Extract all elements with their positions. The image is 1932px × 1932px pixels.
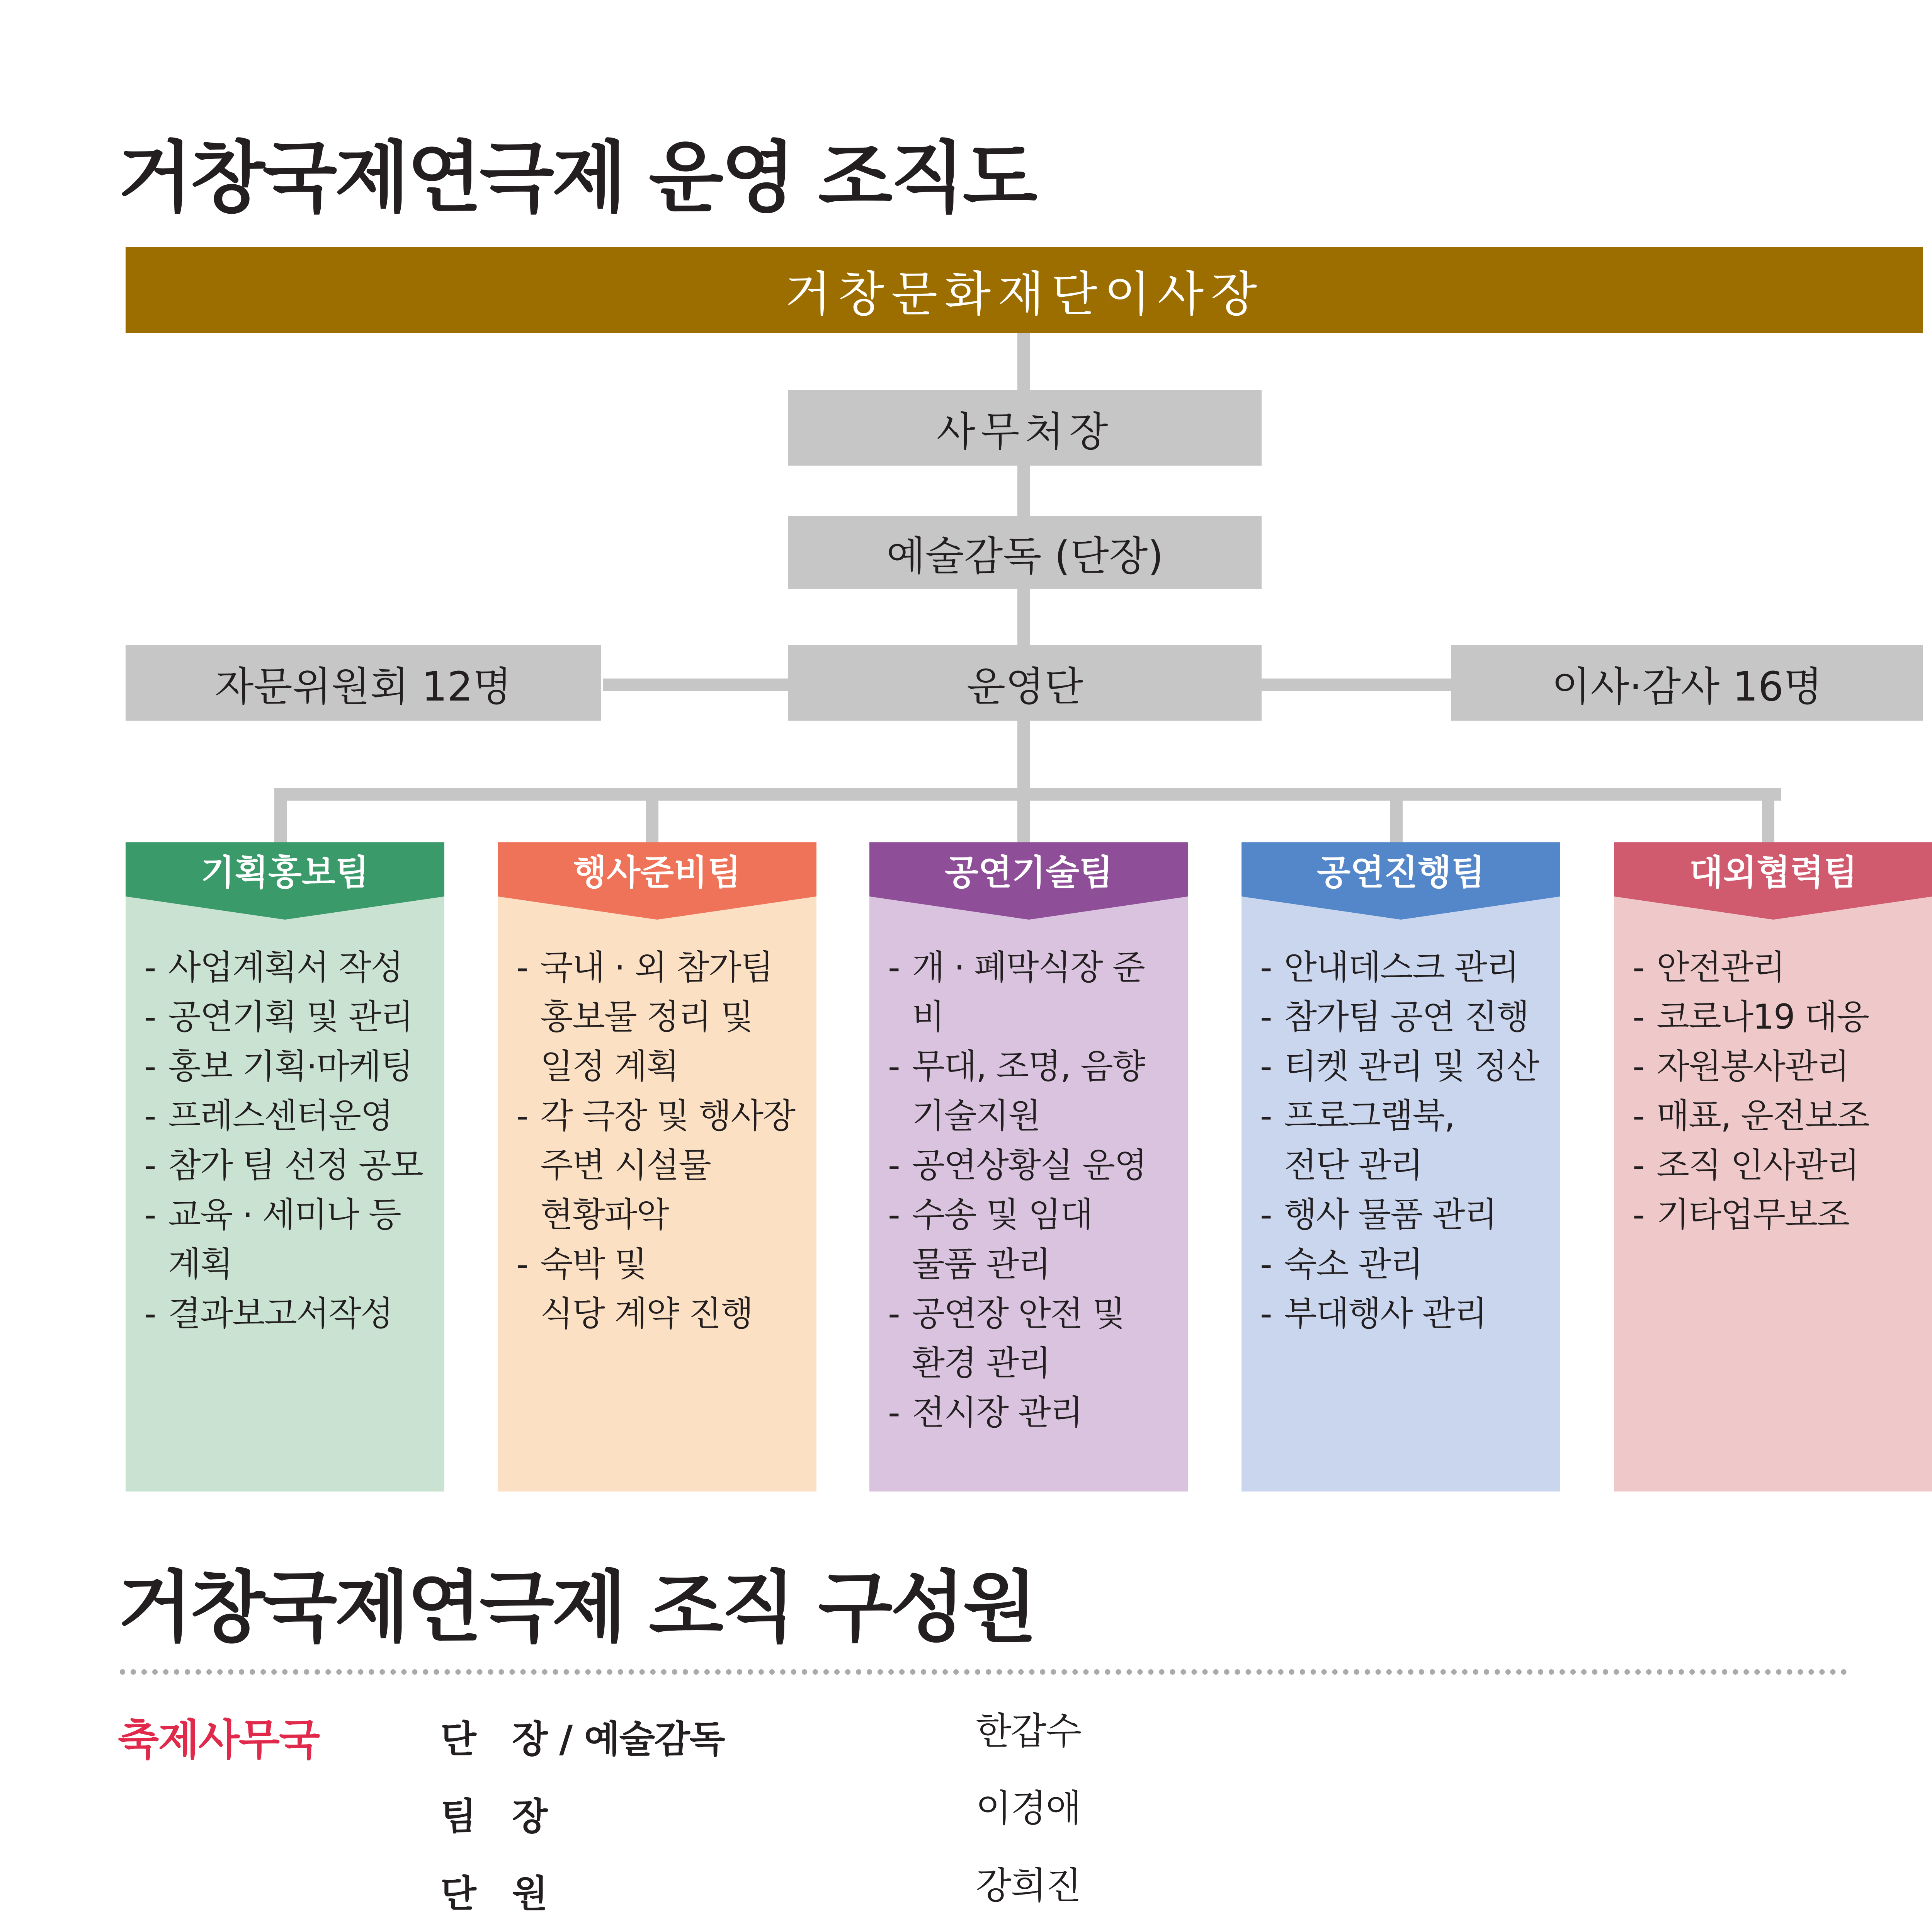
- connector-drop-team-4: [1390, 788, 1403, 842]
- duty-item: - 행사 물품 관리: [1284, 1190, 1545, 1240]
- chairman-box: 거창문화재단이사장: [126, 247, 1923, 333]
- member-role: 단 장 / 예술감독: [440, 1718, 724, 1761]
- team-header: [1614, 842, 1932, 920]
- duty-item: - 무대, 조명, 음향 기술지원: [912, 1042, 1173, 1141]
- team-duties-panel: [498, 920, 816, 1492]
- member-names: 한갑수: [976, 1709, 1081, 1753]
- member-role: 단 원: [440, 1872, 547, 1915]
- divider: [120, 1669, 1847, 1675]
- duty-item: - 사업계획서 작성: [168, 943, 429, 992]
- duty-item: - 수송 및 임대 물품 관리: [912, 1190, 1173, 1289]
- team-duties-list: [126, 920, 444, 1338]
- team-duties-panel: [1242, 920, 1560, 1492]
- connector-horizontal-teams: [274, 788, 1781, 801]
- duty-item: - 각 극장 및 행사장 주변 시설물 현황파악: [540, 1091, 801, 1240]
- team-name: 기획홍보팀: [201, 852, 369, 893]
- duty-item: - 참가팀 공연 진행: [1284, 992, 1545, 1042]
- secretary-general-box: 사무처장: [788, 390, 1262, 466]
- duty-item: - 숙박 및 식당 계약 진행: [540, 1240, 801, 1338]
- team-column: [498, 842, 816, 1422]
- team-name: 공연기술팀: [945, 852, 1113, 893]
- team-column: [1242, 842, 1560, 1422]
- team-duties-list: [869, 920, 1188, 1437]
- team-header: [1242, 842, 1560, 920]
- team-name: 대외협력팀: [1689, 852, 1857, 893]
- team-column: [126, 842, 444, 1422]
- connector-drop-team-2: [646, 788, 658, 842]
- team-header: [498, 842, 816, 920]
- duty-item: - 기타업무보조: [1656, 1190, 1917, 1240]
- team-header: [126, 842, 444, 920]
- duty-item: - 부대행사 관리: [1284, 1289, 1545, 1338]
- duty-item: - 안내데스크 관리: [1284, 943, 1545, 992]
- team-duties-list: [498, 920, 816, 1338]
- member-names: 이경애: [976, 1787, 1081, 1830]
- duty-item: - 공연기획 및 관리: [168, 992, 429, 1042]
- art-director-box: 예술감독 (단장): [788, 516, 1262, 589]
- duty-item: - 프로그램북, 전단 관리: [1284, 1091, 1545, 1190]
- duty-item: - 국내 · 외 참가팀 홍보물 정리 및 일정 계획: [540, 943, 801, 1091]
- duty-item: - 개 · 폐막식장 준비: [912, 943, 1173, 1042]
- duty-item: - 조직 인사관리: [1656, 1141, 1917, 1190]
- duty-item: - 공연상황실 운영: [912, 1141, 1173, 1190]
- team-header: [869, 842, 1188, 920]
- duty-item: - 숙소 관리: [1284, 1240, 1545, 1289]
- duty-item: - 홍보 기획·마케팅: [168, 1042, 429, 1091]
- duty-item: - 자원봉사관리: [1656, 1042, 1917, 1091]
- team-column: [869, 842, 1188, 1432]
- duty-item: - 안전관리: [1656, 943, 1917, 992]
- section-label-festival-office: 축제사무국: [118, 1715, 320, 1765]
- team-duties-list: [1242, 920, 1560, 1338]
- member-role: 팀 장: [440, 1795, 547, 1838]
- duty-item: - 전시장 관리: [912, 1388, 1173, 1437]
- duty-item: - 참가 팀 선정 공모: [168, 1141, 429, 1190]
- member-names: 강희진: [976, 1864, 1081, 1907]
- duty-item: - 매표, 운전보조: [1656, 1091, 1917, 1141]
- members-title: 거창국제연극제 조직 구성원: [118, 1563, 1035, 1653]
- team-name: 행사준비팀: [573, 852, 741, 893]
- org-chart-title: 거창국제연극제 운영 조직도: [118, 133, 1035, 223]
- duty-item: - 공연장 안전 및 환경 관리: [912, 1289, 1173, 1388]
- duty-item: - 프레스센터운영: [168, 1091, 429, 1141]
- advisory-committee-box: 자문위원회 12명: [126, 645, 601, 721]
- team-name: 공연진행팀: [1317, 852, 1485, 893]
- team-duties-panel: [126, 920, 444, 1492]
- team-column: [1614, 842, 1932, 1422]
- connector-drop-team-5: [1762, 788, 1774, 842]
- duty-item: - 교육 · 세미나 등 계획: [168, 1190, 429, 1289]
- team-duties-list: [1614, 920, 1932, 1240]
- duty-item: - 티켓 관리 및 정산: [1284, 1042, 1545, 1091]
- directors-auditors-box: 이사·감사 16명: [1451, 645, 1923, 721]
- team-duties-panel: [1614, 920, 1932, 1492]
- connector-drop-team-1: [274, 788, 287, 842]
- team-duties-panel: [869, 920, 1188, 1492]
- operations-box: 운영단: [788, 645, 1262, 721]
- duty-item: - 코로나19 대응: [1656, 992, 1917, 1042]
- duty-item: - 결과보고서작성: [168, 1289, 429, 1338]
